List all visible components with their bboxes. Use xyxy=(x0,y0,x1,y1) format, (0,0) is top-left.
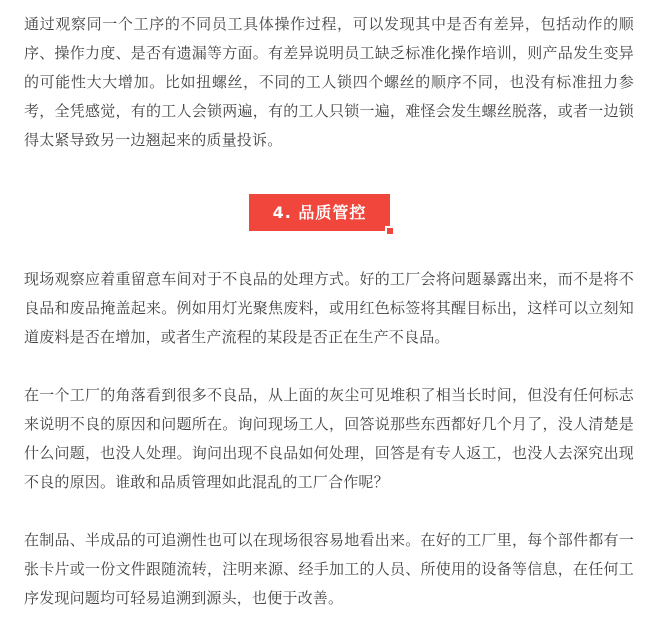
heading-corner-square-icon xyxy=(387,228,393,234)
paragraph-factory-corner-story: 在一个工厂的角落看到很多不良品，从上面的灰尘可见堆积了相当长时间，但没有任何标志来说明不良的原因和问题所在。询问现场工人，回答说那些东西都好几个月了，没人清楚是什么问题，也没人处理。询问出现不良品如何处理，回答是有专人返工，也没人去深究出现不良的原因。谁敢和品质管理如此混乱的工厂合作呢？ xyxy=(24,386,634,491)
section-heading-quality-control xyxy=(249,194,390,231)
section-heading-wrap xyxy=(24,155,634,265)
paragraph-defect-handling: 现场观察应着重留意车间对于不良品的处理方式。好的工厂会将问题暴露出来，而不是将不良品和废品掩盖起来。例如用灯光聚焦废料，或用红色标签将其醒目标出，这样可以立刻知道废料是否在增加，或者生产流程的某段是否正在生产不良品。 xyxy=(24,270,634,346)
paragraph-spacer xyxy=(24,352,634,381)
paragraph-spacer xyxy=(24,497,634,526)
paragraph-traceability: 在制品、半成品的可追溯性也可以在现场很容易地看出来。在好的工厂里，每个部件都有一张卡片或一份文件跟随流转，注明来源、经手加工的人员、所使用的设备等信息，在任何工序发现问题均可轻易追溯到源头，也便于改善。 xyxy=(24,531,634,607)
paragraph-worker-observation: 通过观察同一个工序的不同员工具体操作过程，可以发现其中是否有差异，包括动作的顺序、操作力度、是否有遗漏等方面。有差异说明员工缺乏标准化操作培训，则产品发生变异的可能性大大增加。比如扭螺丝，不同的工人锁四个螺丝的顺序不同，也没有标准扭力参考，全凭感觉，有的工人会锁两遍，有的工人只锁一遍，难怪会发生螺丝脱落，或者一边锁得太紧导致另一边翘起来的质量投诉。 xyxy=(24,15,634,149)
section-heading-label: 4. 品质管控 xyxy=(272,203,367,222)
article-body xyxy=(24,10,634,613)
